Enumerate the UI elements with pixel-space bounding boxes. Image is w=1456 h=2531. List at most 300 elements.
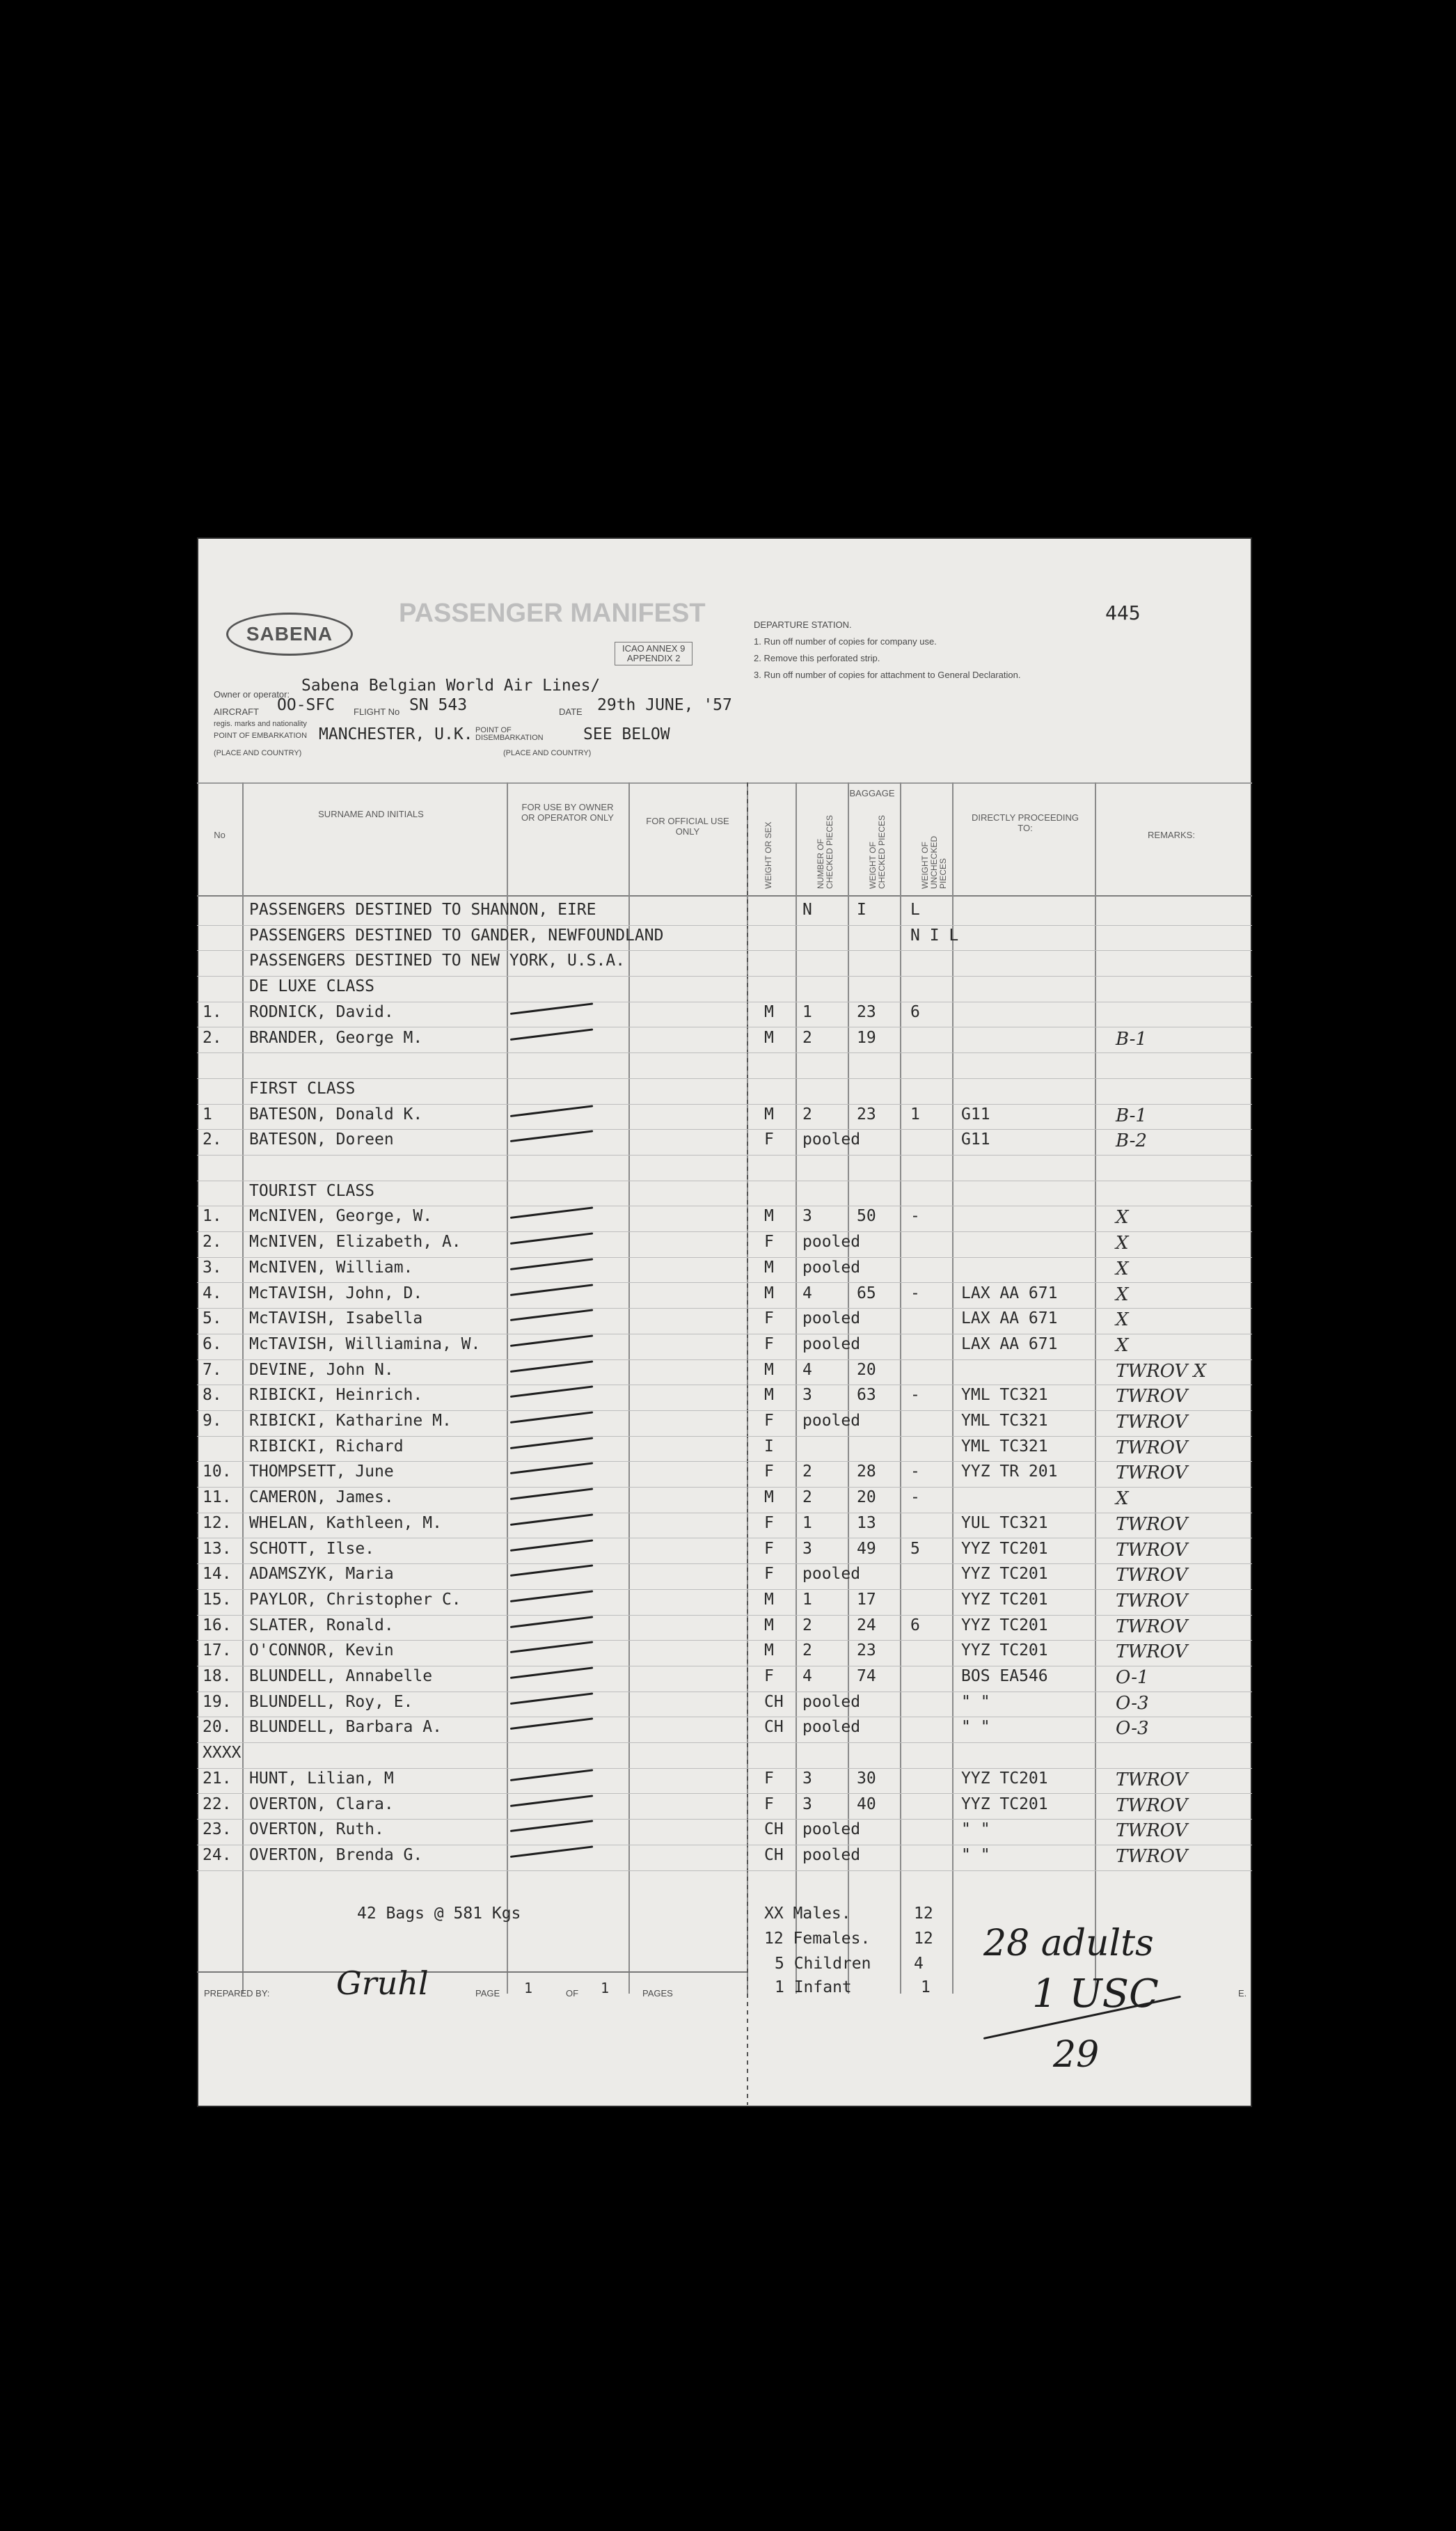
cell-un: -: [910, 1207, 920, 1226]
col-header-checked-pieces: NUMBER OF CHECKED PIECES: [816, 814, 834, 889]
pages-label: PAGES: [642, 1988, 673, 1998]
cell-wt: 63: [857, 1386, 876, 1405]
cell-no: 10.: [203, 1462, 232, 1481]
table-row: [197, 1334, 1252, 1360]
col-header-unchecked-weight: WEIGHT OF UNCHECKED PIECES: [920, 835, 948, 889]
cell-rem: TWROV: [1116, 1386, 1188, 1408]
cell-no: 2.: [203, 1028, 222, 1047]
cell-un: -: [910, 1462, 920, 1481]
table-row: [197, 1819, 1252, 1845]
table-top-line: [197, 782, 1252, 784]
cell-pcs: pooled: [802, 1130, 861, 1149]
table-row: [197, 1155, 1252, 1181]
cell-no: 22.: [203, 1795, 232, 1813]
corner-mark: E.: [1238, 1988, 1247, 1998]
cell-no: 16.: [203, 1616, 232, 1634]
cell-wt: 40: [857, 1795, 876, 1813]
table-row: [197, 1666, 1252, 1692]
handwritten-usc: 1 USC: [1032, 1971, 1159, 2017]
cell-no: 4.: [203, 1284, 222, 1302]
col-header-remarks: REMARKS:: [1148, 830, 1195, 840]
cell-rem: B-1: [1116, 1028, 1147, 1050]
cell-name: McNIVEN, William.: [249, 1258, 413, 1277]
cell-sex: F: [764, 1412, 774, 1430]
check-stroke: [510, 1334, 593, 1347]
cell-no: 1.: [203, 1002, 222, 1021]
page-no: 1: [524, 1980, 533, 1996]
table-row: [197, 1104, 1252, 1130]
cell-name: RODNICK, David.: [249, 1002, 394, 1021]
check-stroke: [510, 1488, 593, 1500]
cell-wt: 65: [857, 1284, 876, 1302]
table-row: [197, 1206, 1252, 1232]
table-row: [197, 1589, 1252, 1616]
table-row: [197, 1181, 1252, 1207]
col-header-owner-use: FOR USE BY OWNER OR OPERATOR ONLY: [521, 802, 614, 823]
cell-to: YYZ TC201: [961, 1795, 1048, 1813]
prepared-by-label: PREPARED BY:: [204, 1988, 270, 1998]
cell-rem: X: [1116, 1233, 1129, 1254]
instruction-1: 1. Run off number of copies for company use.: [754, 636, 937, 647]
col-header-checked-weight: WEIGHT OF CHECKED PIECES: [868, 814, 887, 889]
table-row: [197, 1257, 1252, 1284]
total-infant-n: 1: [921, 1978, 931, 1996]
cell-rem: TWROV: [1116, 1845, 1188, 1867]
cell-to: YML TC321: [961, 1386, 1048, 1405]
check-stroke: [510, 1539, 593, 1552]
check-stroke: [510, 1130, 593, 1143]
cell-to: YYZ TC201: [961, 1565, 1048, 1584]
table-row: [197, 1129, 1252, 1156]
cell-rem: X: [1116, 1284, 1129, 1305]
cell-to: BOS EA546: [961, 1667, 1048, 1685]
cell-sex: M: [764, 1616, 774, 1634]
cell-name: PAYLOR, Christopher C.: [249, 1590, 461, 1609]
cell-to: YYZ TC201: [961, 1539, 1048, 1558]
cell-sex: I: [764, 1437, 774, 1456]
cell-pcs: pooled: [802, 1820, 861, 1839]
cell-rem: TWROV: [1116, 1437, 1188, 1458]
cell-no: 24.: [203, 1845, 232, 1864]
table-row: [197, 1717, 1252, 1743]
cell-rem: TWROV: [1116, 1462, 1188, 1484]
check-stroke: [510, 1284, 593, 1296]
cell-pcs: pooled: [802, 1565, 861, 1584]
cell-wt: 20: [857, 1360, 876, 1379]
table-row: [197, 1692, 1252, 1718]
cell-sex: CH: [764, 1820, 784, 1839]
check-stroke: [510, 1565, 593, 1577]
check-stroke: [510, 1360, 593, 1373]
cell-no: 12.: [203, 1513, 232, 1532]
cell-name: O'CONNOR, Kevin: [249, 1641, 394, 1660]
cell-to: YML TC321: [961, 1437, 1048, 1456]
cell-sex: F: [764, 1233, 774, 1252]
cell-no: 13.: [203, 1539, 232, 1558]
cell-sex: F: [764, 1769, 774, 1788]
cell-wt: 74: [857, 1667, 876, 1685]
cell-pcs: pooled: [802, 1334, 861, 1353]
embark-value: MANCHESTER, U.K.: [319, 725, 473, 743]
check-stroke: [510, 1028, 593, 1041]
cell-name: DE LUXE CLASS: [249, 977, 375, 996]
cell-name: CAMERON, James.: [249, 1488, 394, 1507]
cell-no: 2.: [203, 1233, 222, 1252]
check-stroke: [510, 1769, 593, 1781]
annex-box: ICAO ANNEX 9 APPENDIX 2: [615, 642, 693, 665]
cell-rem: TWROV: [1116, 1513, 1188, 1535]
cell-pcs: 2: [802, 1028, 812, 1047]
owner-label: Owner or operator:: [214, 689, 290, 700]
cell-sex: M: [764, 1207, 774, 1226]
cell-no: 19.: [203, 1692, 232, 1711]
cell-wt: 23: [857, 1002, 876, 1021]
table-row: [197, 1359, 1252, 1386]
cell-rem: O-3: [1116, 1692, 1149, 1714]
cell-sex: F: [764, 1539, 774, 1558]
cell-sex: F: [764, 1462, 774, 1481]
cell-name: BATESON, Doreen: [249, 1130, 394, 1149]
page-label: PAGE: [475, 1988, 500, 1998]
table-row: [197, 1461, 1252, 1488]
place-label-1: (PLACE AND COUNTRY): [214, 749, 302, 757]
embark-label: POINT OF EMBARKATION: [214, 732, 308, 740]
footer-line: [197, 1971, 747, 1973]
check-stroke: [510, 1718, 593, 1730]
cell-wt: 19: [857, 1028, 876, 1047]
cell-rem: TWROV: [1116, 1616, 1188, 1637]
cell-un: N I L: [910, 926, 959, 945]
cell-name: RIBICKI, Heinrich.: [249, 1386, 423, 1405]
cell-pcs: 3: [802, 1386, 812, 1405]
cell-no: 9.: [203, 1412, 222, 1430]
check-stroke: [510, 1666, 593, 1679]
table-row: [197, 1002, 1252, 1028]
cell-to: YYZ TC201: [961, 1769, 1048, 1788]
table-row: [197, 950, 1252, 977]
cell-sex: CH: [764, 1845, 784, 1864]
cell-un: 1: [910, 1105, 920, 1123]
of-label: OF: [566, 1988, 579, 1998]
cell-name: BLUNDELL, Annabelle: [249, 1667, 433, 1685]
cell-rem: TWROV: [1116, 1641, 1188, 1663]
cell-to: " ": [961, 1692, 990, 1711]
cell-rem: X: [1116, 1207, 1129, 1229]
cell-rem: X: [1116, 1334, 1129, 1356]
table-row: [197, 1768, 1252, 1795]
cell-name: PASSENGERS DESTINED TO NEW YORK, U.S.A.: [249, 952, 626, 970]
cell-to: G11: [961, 1105, 990, 1123]
cell-rem: TWROV: [1116, 1590, 1188, 1611]
cell-wt: 30: [857, 1769, 876, 1788]
cell-name: OVERTON, Brenda G.: [249, 1845, 423, 1864]
cell-sex: M: [764, 1386, 774, 1405]
check-stroke: [510, 1795, 593, 1807]
col-header-directly-proceeding: DIRECTLY PROCEEDING TO:: [971, 812, 1079, 833]
col-header-official-use: FOR OFFICIAL USE ONLY: [646, 816, 729, 837]
table-row: [197, 1845, 1252, 1871]
manifest-title: PASSENGER MANIFEST: [399, 599, 706, 628]
cell-un: -: [910, 1488, 920, 1507]
check-stroke: [510, 1309, 593, 1322]
cell-un: -: [910, 1386, 920, 1405]
col-header-baggage: BAGGAGE: [849, 788, 895, 798]
disembark-label: POINT OF DISEMBARKATION: [475, 726, 544, 742]
cell-rem: X: [1116, 1258, 1129, 1279]
cell-to: " ": [961, 1820, 990, 1839]
flight-value: SN 543: [409, 696, 468, 714]
cell-name: TOURIST CLASS: [249, 1181, 375, 1200]
cell-to: LAX AA 671: [961, 1309, 1058, 1328]
flight-label: FLIGHT No: [354, 707, 400, 717]
table-row: [197, 1640, 1252, 1666]
cell-name: RIBICKI, Richard: [249, 1437, 404, 1456]
cell-sex: F: [764, 1130, 774, 1149]
cell-sex: M: [764, 1641, 774, 1660]
cell-sex: CH: [764, 1692, 784, 1711]
cell-sex: F: [764, 1667, 774, 1685]
table-row: [197, 925, 1252, 952]
cell-rem: TWROV: [1116, 1539, 1188, 1561]
cell-no: 21.: [203, 1769, 232, 1788]
cell-sex: F: [764, 1795, 774, 1813]
table-row: [197, 1052, 1252, 1079]
departure-station-label: DEPARTURE STATION.: [754, 620, 852, 630]
cell-rem: TWROV X: [1116, 1360, 1207, 1382]
cell-no: 1.: [203, 1207, 222, 1226]
table-header-line: [197, 895, 1252, 897]
check-stroke: [510, 1207, 593, 1220]
cell-name: PASSENGERS DESTINED TO GANDER, NEWFOUNDLAND: [249, 926, 664, 945]
cell-name: McNIVEN, George, W.: [249, 1207, 433, 1226]
place-label-2: (PLACE AND COUNTRY): [503, 749, 592, 757]
table-row: [197, 1538, 1252, 1565]
table-row: [197, 1078, 1252, 1105]
handwritten-total: 29: [1053, 2034, 1100, 2076]
cell-name: SLATER, Ronald.: [249, 1616, 394, 1634]
cell-rem: X: [1116, 1488, 1129, 1510]
total-males-n: 12: [914, 1905, 933, 1923]
cell-no: 6.: [203, 1334, 222, 1353]
table-row: [197, 1794, 1252, 1820]
cell-pcs: 1: [802, 1002, 812, 1021]
check-stroke: [510, 1616, 593, 1628]
cell-rem: TWROV: [1116, 1769, 1188, 1790]
table-row: [197, 1027, 1252, 1054]
cell-no: 5.: [203, 1309, 222, 1328]
cell-pcs: pooled: [802, 1845, 861, 1864]
cell-wt: 50: [857, 1207, 876, 1226]
cell-wt: 23: [857, 1641, 876, 1660]
cell-no: 18.: [203, 1667, 232, 1685]
cell-name: BLUNDELL, Roy, E.: [249, 1692, 413, 1711]
cell-to: YYZ TC201: [961, 1641, 1048, 1660]
sabena-logo: SABENA: [226, 613, 353, 656]
cell-no: 15.: [203, 1590, 232, 1609]
table-row: [197, 1385, 1252, 1411]
cell-rem: TWROV: [1116, 1820, 1188, 1842]
cell-to: " ": [961, 1718, 990, 1737]
date-value: 29th JUNE, '57: [597, 696, 732, 714]
check-stroke: [510, 1002, 593, 1015]
cell-to: YUL TC321: [961, 1513, 1048, 1532]
check-stroke: [510, 1590, 593, 1602]
cell-name: McTAVISH, Isabella: [249, 1309, 423, 1328]
cell-name: McTAVISH, John, D.: [249, 1284, 423, 1302]
handwritten-adults: 28 adults: [983, 1923, 1154, 1964]
total-females: 12 Females.: [764, 1930, 871, 1948]
total-infant: 1 Infant: [775, 1978, 852, 1996]
cell-to: YYZ TR 201: [961, 1462, 1058, 1481]
cell-name: WHELAN, Kathleen, M.: [249, 1513, 442, 1532]
check-stroke: [510, 1437, 593, 1449]
cell-pcs: 2: [802, 1616, 812, 1634]
cell-no: 11.: [203, 1488, 232, 1507]
check-stroke: [510, 1845, 593, 1858]
cell-name: BRANDER, George M.: [249, 1028, 423, 1047]
table-row: [197, 1615, 1252, 1641]
col-header-surname: SURNAME AND INITIALS: [318, 809, 424, 819]
total-males: XX Males.: [764, 1905, 851, 1923]
cell-pcs: 3: [802, 1207, 812, 1226]
cell-pcs: 4: [802, 1667, 812, 1685]
cell-to: LAX AA 671: [961, 1284, 1058, 1302]
manifest-sheet: [197, 537, 1252, 2107]
check-stroke: [510, 1258, 593, 1270]
cell-name: RIBICKI, Katharine M.: [249, 1412, 452, 1430]
col-header-weight-sex: WEIGHT OR SEX: [763, 821, 773, 889]
cell-pcs: pooled: [802, 1412, 861, 1430]
disembark-value: SEE BELOW: [583, 725, 670, 743]
cell-wt: 23: [857, 1105, 876, 1123]
cell-pcs: 1: [802, 1590, 812, 1609]
cell-wt: I: [857, 901, 867, 919]
page-number: 445: [1105, 601, 1141, 624]
owner-value: Sabena Belgian World Air Lines/: [301, 677, 601, 695]
cell-rem: O-1: [1116, 1667, 1149, 1688]
table-row: [197, 1513, 1252, 1539]
cell-pcs: 3: [802, 1539, 812, 1558]
preparer-signature: Gruhl: [336, 1964, 429, 2002]
cell-pcs: 3: [802, 1795, 812, 1813]
cell-sex: M: [764, 1360, 774, 1379]
table-row: [197, 1563, 1252, 1590]
aircraft-label: AIRCRAFT: [214, 707, 259, 717]
cell-rem: B-1: [1116, 1105, 1147, 1126]
cell-rem: TWROV: [1116, 1412, 1188, 1433]
cell-no: 3.: [203, 1258, 222, 1277]
cell-to: YYZ TC201: [961, 1616, 1048, 1634]
cell-no: 14.: [203, 1565, 232, 1584]
cell-name: THOMPSETT, June: [249, 1462, 394, 1481]
table-row: [197, 976, 1252, 1002]
cell-rem: TWROV: [1116, 1565, 1188, 1586]
cell-name: OVERTON, Ruth.: [249, 1820, 384, 1839]
cell-name: ADAMSZYK, Maria: [249, 1565, 394, 1584]
cell-pcs: N: [802, 901, 812, 919]
cell-no: 1: [203, 1105, 212, 1123]
cell-name: DEVINE, John N.: [249, 1360, 394, 1379]
cell-sex: F: [764, 1565, 774, 1584]
cell-pcs: 4: [802, 1360, 812, 1379]
cell-name: PASSENGERS DESTINED TO SHANNON, EIRE: [249, 901, 596, 919]
date-label: DATE: [559, 707, 583, 717]
cell-to: " ": [961, 1845, 990, 1864]
cell-wt: 49: [857, 1539, 876, 1558]
cell-no: XXXX: [203, 1744, 242, 1763]
table-row: [197, 1742, 1252, 1769]
cell-wt: 24: [857, 1616, 876, 1634]
cell-no: 20.: [203, 1718, 232, 1737]
cell-pcs: pooled: [802, 1309, 861, 1328]
table-row: [197, 1283, 1252, 1309]
check-stroke: [510, 1105, 593, 1117]
cell-pcs: 4: [802, 1284, 812, 1302]
cell-un: -: [910, 1284, 920, 1302]
cell-sex: M: [764, 1488, 774, 1507]
cell-un: L: [910, 901, 920, 919]
check-stroke: [510, 1641, 593, 1654]
table-row: [197, 1308, 1252, 1334]
of-no: 1: [601, 1980, 610, 1996]
check-stroke: [510, 1386, 593, 1398]
cell-sex: M: [764, 1258, 774, 1277]
cell-rem: O-3: [1116, 1718, 1149, 1740]
cell-name: HUNT, Lilian, M: [249, 1769, 394, 1788]
cell-wt: 20: [857, 1488, 876, 1507]
table-row: [197, 1487, 1252, 1513]
cell-wt: 13: [857, 1513, 876, 1532]
cell-name: SCHOTT, Ilse.: [249, 1539, 375, 1558]
table-row: [197, 1231, 1252, 1258]
cell-to: YML TC321: [961, 1412, 1048, 1430]
table-row: [197, 1410, 1252, 1437]
cell-sex: CH: [764, 1718, 784, 1737]
cell-name: OVERTON, Clara.: [249, 1795, 394, 1813]
cell-name: McNIVEN, Elizabeth, A.: [249, 1233, 461, 1252]
instruction-3: 3. Run off number of copies for attachment to General Declaration.: [754, 670, 1021, 680]
cell-pcs: 2: [802, 1488, 812, 1507]
table-row: [197, 899, 1252, 926]
cell-sex: F: [764, 1513, 774, 1532]
cell-name: FIRST CLASS: [249, 1079, 356, 1098]
regis-label: regis. marks and nationality: [214, 720, 307, 728]
instruction-2: 2. Remove this perforated strip.: [754, 653, 880, 663]
cell-sex: F: [764, 1309, 774, 1328]
cell-name: BLUNDELL, Barbara A.: [249, 1718, 442, 1737]
aircraft-value: OO-SFC: [277, 696, 335, 714]
cell-sex: M: [764, 1002, 774, 1021]
check-stroke: [510, 1411, 593, 1424]
cell-sex: F: [764, 1334, 774, 1353]
total-bags: 42 Bags @ 581 Kgs: [357, 1905, 521, 1923]
cell-pcs: 2: [802, 1641, 812, 1660]
cell-pcs: 3: [802, 1769, 812, 1788]
check-stroke: [510, 1513, 593, 1526]
total-females-n: 12: [914, 1930, 933, 1948]
check-stroke: [510, 1462, 593, 1475]
cell-no: 8.: [203, 1386, 222, 1405]
total-children: 5 Children: [775, 1955, 871, 1973]
check-stroke: [510, 1692, 593, 1705]
cell-sex: M: [764, 1284, 774, 1302]
cell-un: 6: [910, 1002, 920, 1021]
cell-rem: X: [1116, 1309, 1129, 1331]
cell-name: McTAVISH, Williamina, W.: [249, 1334, 481, 1353]
cell-wt: 28: [857, 1462, 876, 1481]
check-stroke: [510, 1820, 593, 1833]
cell-pcs: pooled: [802, 1233, 861, 1252]
